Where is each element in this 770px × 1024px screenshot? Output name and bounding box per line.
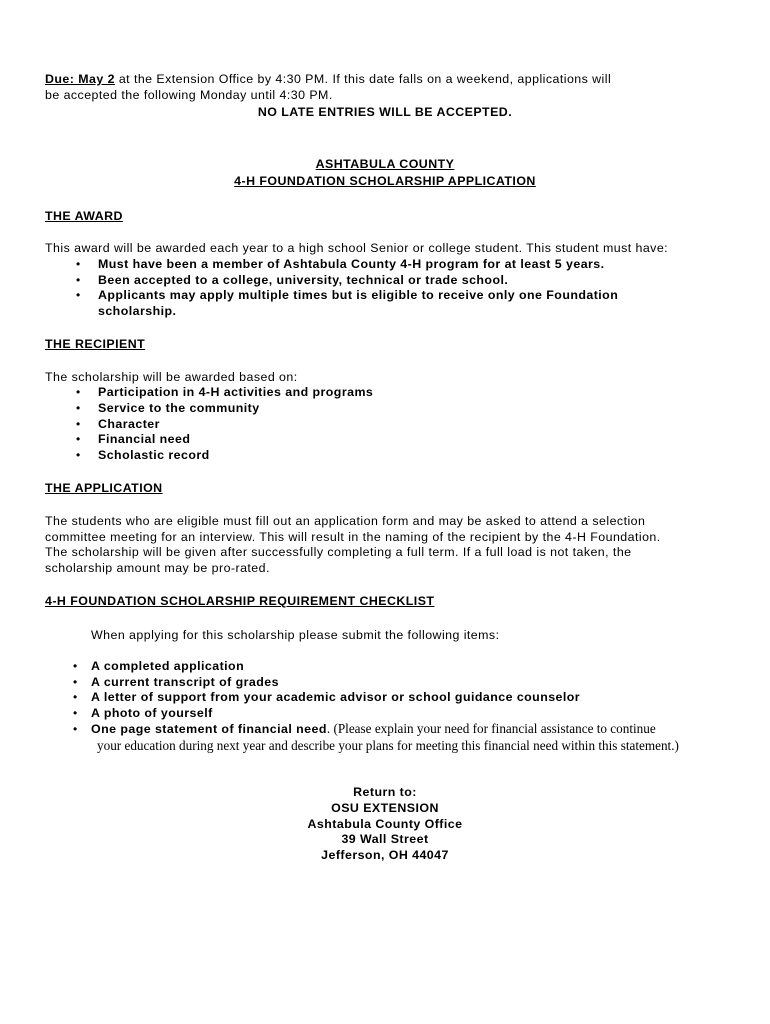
due-line-2: be accepted the following Monday until 4:30 PM. <box>45 88 333 102</box>
list-item: Been accepted to a college, university, technical or trade school. <box>98 273 509 287</box>
application-line: The scholarship will be given after successfully completing a full term. If a full load is not taken, the <box>45 545 632 559</box>
bullet-icon: • <box>76 257 81 271</box>
list-item-continued: scholarship. <box>98 304 177 318</box>
financial-statement-note-2: your education during next year and describe your plans for meeting this financial need within this statement.) <box>97 738 679 753</box>
list-item: Applicants may apply multiple times but is eligible to receive only one Foundation <box>98 288 619 302</box>
bullet-icon: • <box>73 690 78 704</box>
list-item: A letter of support from your academic advisor or school guidance counselor <box>91 690 581 704</box>
bullet-icon: • <box>73 722 78 736</box>
application-heading: THE APPLICATION <box>45 481 163 495</box>
list-item: A current transcript of grades <box>91 675 279 689</box>
application-line: committee meeting for an interview. This will result in the naming of the recipient by the 4-H Foundation. <box>45 530 661 544</box>
bullet-icon: • <box>76 288 81 302</box>
checklist-heading: 4-H FOUNDATION SCHOLARSHIP REQUIREMENT CHECKLIST <box>45 594 435 608</box>
bullet-icon: • <box>76 401 81 415</box>
return-line: OSU EXTENSION <box>331 801 439 815</box>
return-line: Ashtabula County Office <box>307 817 463 831</box>
bullet-icon: • <box>73 706 78 720</box>
bullet-icon: • <box>76 273 81 287</box>
list-item: A completed application <box>91 659 245 673</box>
application-line: scholarship amount may be pro-rated. <box>45 561 270 575</box>
list-item <box>91 721 656 738</box>
checklist-intro: When applying for this scholarship please submit the following items: <box>91 628 500 642</box>
bullet-icon: • <box>76 417 81 431</box>
return-label: Return to: <box>353 785 417 799</box>
list-item: Service to the community <box>98 401 260 415</box>
list-item: Participation in 4-H activities and programs <box>98 385 374 399</box>
due-label: Due: May 2 <box>45 72 115 86</box>
due-line <box>45 72 611 88</box>
financial-statement-note: . (Please explain your need for financial assistance to continue <box>326 721 656 736</box>
recipient-intro: The scholarship will be awarded based on: <box>45 370 298 384</box>
list-item: Financial need <box>98 432 191 446</box>
bullet-icon: • <box>73 675 78 689</box>
due-text: at the Extension Office by 4:30 PM. If this date falls on a weekend, applications will <box>114 72 612 86</box>
title-application: 4-H FOUNDATION SCHOLARSHIP APPLICATION <box>234 174 536 188</box>
return-line: Jefferson, OH 44047 <box>321 848 449 862</box>
list-item: A photo of yourself <box>91 706 213 720</box>
bullet-icon: • <box>76 432 81 446</box>
award-heading: THE AWARD <box>45 209 123 223</box>
list-item: Scholastic record <box>98 448 210 462</box>
list-item: Character <box>98 417 160 431</box>
list-item: Must have been a member of Ashtabula County 4-H program for at least 5 years. <box>98 257 605 271</box>
title-county: ASHTABULA COUNTY <box>315 157 455 171</box>
bullet-icon: • <box>76 448 81 462</box>
no-late-entries: NO LATE ENTRIES WILL BE ACCEPTED. <box>257 105 513 119</box>
return-line: 39 Wall Street <box>341 832 429 846</box>
award-intro: This award will be awarded each year to a high school Senior or college student. This student must have: <box>45 241 669 255</box>
bullet-icon: • <box>73 659 78 673</box>
financial-statement-label: One page statement of financial need <box>91 722 327 736</box>
bullet-icon: • <box>76 385 81 399</box>
recipient-heading: THE RECIPIENT <box>45 337 146 351</box>
application-line: The students who are eligible must fill out an application form and may be asked to attend a selection <box>45 514 646 528</box>
